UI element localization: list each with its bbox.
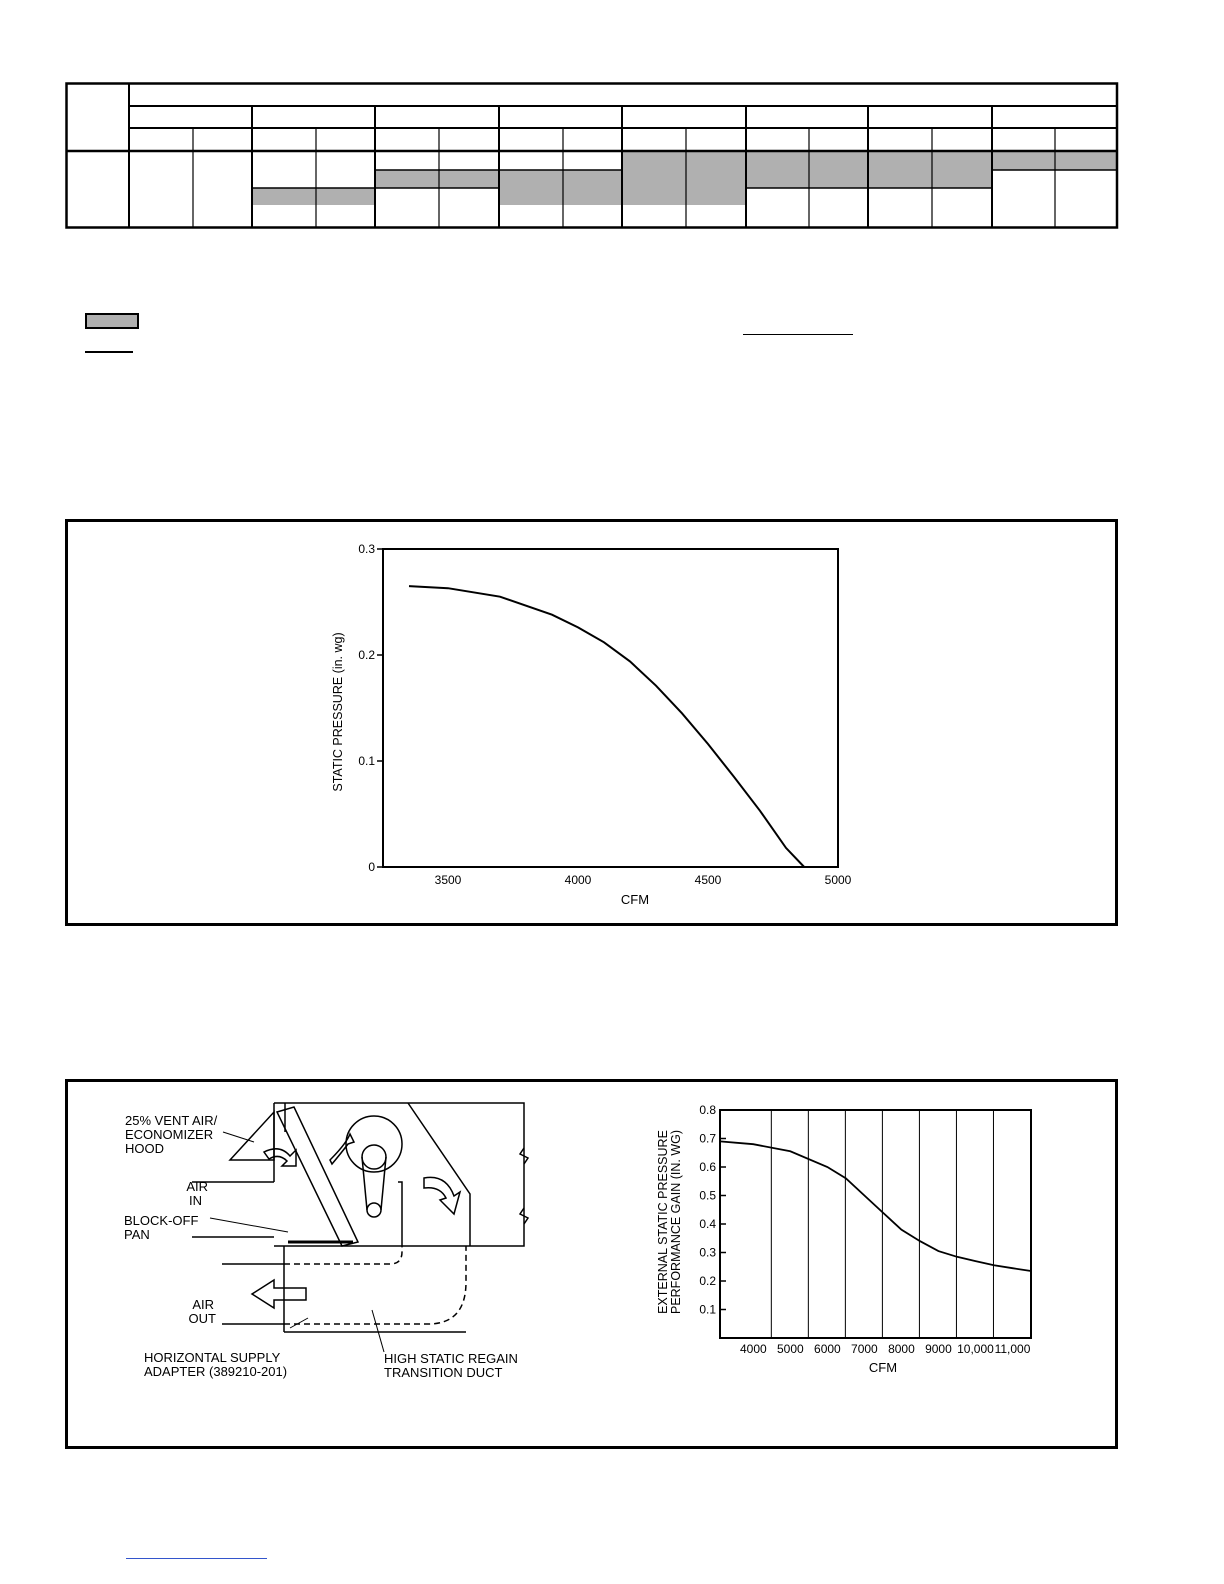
transition-duct-outline — [284, 1246, 466, 1324]
motor-pulley — [367, 1203, 381, 1217]
shaded-cell — [992, 151, 1055, 170]
shaded-cell — [809, 151, 868, 170]
fan-housing — [346, 1116, 402, 1172]
block-off-label-line1: BLOCK-OFF — [124, 1213, 199, 1228]
gain-y-tick-label: 0.5 — [699, 1188, 716, 1203]
gain-y-axis-label-line2: PERFORMANCE GAIN (IN. WG) — [669, 1129, 683, 1315]
gain-y-tick-label: 0.6 — [699, 1160, 716, 1174]
shaded-cell — [252, 188, 316, 205]
adapter-label-line1: HORIZONTAL SUPPLY — [144, 1350, 281, 1365]
block-off-label-line2: PAN — [124, 1227, 150, 1242]
performance-gain-curve — [720, 1141, 1031, 1271]
shaded-cell — [746, 170, 809, 188]
gain-x-tick-label: 5000 — [776, 1342, 804, 1356]
x-tick-label: 5000 — [824, 873, 852, 887]
shaded-cell — [868, 151, 932, 170]
x-axis-label: CFM — [620, 892, 650, 907]
legend-underline-marker — [85, 351, 133, 353]
y-tick-label: 0 — [368, 860, 375, 874]
performance-table — [65, 82, 1119, 230]
gain-gridlines — [771, 1110, 993, 1338]
air-out-arrow — [252, 1280, 306, 1308]
gain-chart — [656, 1103, 1031, 1375]
shaded-cell — [439, 170, 499, 188]
y-tick-label: 0.1 — [358, 754, 375, 768]
gain-y-tick-label: 0.4 — [699, 1217, 716, 1231]
shaded-cell — [499, 170, 563, 188]
x-tick-group — [435, 873, 852, 887]
y-tick-label: 0.3 — [358, 542, 375, 556]
x-tick-label: 4500 — [694, 873, 722, 887]
air-out-label-line2: OUT — [188, 1311, 216, 1326]
fan-hub — [362, 1145, 386, 1169]
horizontal-adapter-figure — [65, 1079, 1118, 1449]
footer-rule — [126, 1558, 267, 1559]
shaded-cell — [375, 170, 439, 188]
unit-diagram — [192, 1103, 528, 1332]
shaded-cell — [686, 170, 746, 188]
gain-plot-frame — [720, 1110, 1031, 1338]
hood-label-line1: 25% VENT AIR/ — [125, 1113, 218, 1128]
note-rule — [743, 334, 853, 335]
return-baffle — [408, 1103, 470, 1246]
gain-y-tick-label: 0.1 — [699, 1302, 716, 1317]
damper-assembly — [277, 1107, 358, 1246]
return-air-arrow — [424, 1177, 460, 1214]
gain-x-tick-label: 8000 — [888, 1342, 915, 1356]
x-tick-label: 4000 — [564, 873, 592, 887]
gain-y-tick-label: 0.3 — [699, 1245, 716, 1260]
legend-shaded-swatch — [85, 313, 139, 329]
table-shading — [252, 151, 1116, 205]
x-tick-label: 3500 — [434, 873, 462, 887]
plot-frame — [383, 549, 838, 867]
shaded-cell — [499, 188, 563, 205]
air-in-label-line2: IN — [189, 1193, 202, 1208]
gain-y-tick-label: 0.2 — [699, 1274, 716, 1288]
duct-label-line1: HIGH STATIC REGAIN — [384, 1351, 518, 1366]
gain-x-tick-label: 10,000 — [957, 1342, 994, 1356]
air-in-arrow — [264, 1149, 296, 1166]
shaded-cell — [563, 188, 622, 205]
gain-y-axis-label-line1: EXTERNAL STATIC PRESSURE — [656, 1130, 670, 1314]
adapter-figure-canvas — [68, 1082, 1115, 1446]
shaded-cell — [932, 170, 992, 188]
y-axis-label: STATIC PRESSURE (in. wg) — [331, 632, 345, 792]
air-out-label-line1: AIR — [192, 1297, 214, 1312]
shaded-cell — [622, 170, 686, 188]
gain-y-tick-group — [699, 1103, 726, 1317]
gain-y-tick-label: 0.7 — [699, 1131, 716, 1146]
inner-baffle — [398, 1182, 402, 1246]
hood-label-line3: HOOD — [125, 1141, 164, 1156]
shaded-cell — [686, 151, 746, 170]
shaded-cell — [622, 188, 686, 205]
shaded-cell — [809, 170, 868, 188]
gain-x-tick-label: 11,000 — [994, 1342, 1031, 1356]
adapter-label-line2: ADAPTER (389210-201) — [144, 1364, 288, 1379]
gain-x-tick-label: 6000 — [814, 1342, 841, 1356]
static-pressure-curve — [409, 586, 804, 867]
gain-x-tick-label: 7000 — [851, 1342, 878, 1356]
duct-label-line2: TRANSITION DUCT — [384, 1365, 503, 1380]
shaded-cell — [868, 170, 932, 188]
gain-x-axis-label: CFM — [868, 1360, 898, 1375]
gain-x-tick-label: 4000 — [739, 1342, 767, 1356]
gain-y-tick-label: 0.8 — [699, 1103, 716, 1117]
y-tick-label: 0.2 — [358, 648, 375, 662]
shaded-cell — [1055, 151, 1116, 170]
air-in-label-line1: AIR — [186, 1179, 208, 1194]
static-pressure-figure — [65, 519, 1118, 926]
gain-x-tick-label: 9000 — [925, 1342, 952, 1356]
shaded-cell — [563, 170, 622, 188]
y-tick-group — [358, 542, 383, 874]
shaded-cell — [622, 151, 686, 170]
static-pressure-chart — [68, 522, 1115, 923]
cabinet-outline — [274, 1103, 524, 1246]
gain-x-tick-group — [740, 1342, 1031, 1356]
shaded-cell — [686, 188, 746, 205]
shaded-cell — [746, 151, 809, 170]
hood-label-line2: ECONOMIZER — [125, 1127, 214, 1142]
shaded-cell — [316, 188, 375, 205]
shaded-cell — [932, 151, 992, 170]
